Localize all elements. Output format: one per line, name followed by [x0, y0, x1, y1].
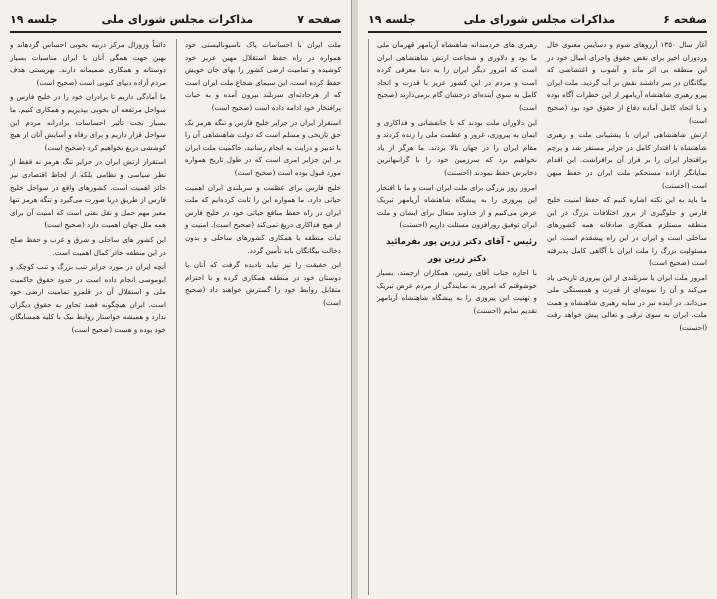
page-number: صفحه ۶	[663, 12, 707, 26]
session-number: جلسه ۱۹	[368, 12, 416, 26]
paragraph: استقرار ارتش ایران در جزایر تنگ هرمز نه فقط از نظر سیاسی و نظامی بلکه از لحاظ اقتصادی نیز حائز اهمیت است. کشورهای واقع در سواحل خلیج فارس از طریق دریا صورت می‌گیرد و تنگه هرمز تنها معبر مهم حمل و نقل نفتی است که امنیت آن برای همه ملل جهان اهمیت دارد (صحیح است)	[10, 157, 166, 230]
session-number: جلسه ۱۹	[10, 12, 58, 26]
paragraph: آغاز سال ۱۳۵۰ آرزوهای شوم و دسایس معنوی خال وردوران اخیر برای نقض حقوق واجرای امیال خود در این منطقه بی اثر ماند و آشوب و اغتشاشی که بیگانگان در سر داشتند نقش بر آب گردید. ملت ایران پیرو رهبری شاهنشاه آریامهر از این خطرات آگاه بوده و با اتحاد کامل آماده دفاع از حقوق خود بود (صحیح است)	[547, 40, 707, 125]
paragraph: ما باید به این نکته اشاره کنیم که حفظ امنیت خلیج فارس و جلوگیری از بروز اختلافات بزرگ در این منطقه مستلزم همکاری صادقانه همه کشورهای ساحلی است و ایران در این راه پیشقدم است. این مسئولیت بزرگ را ملت ایران با آگاهی کامل پذیرفته است (صحیح است)	[547, 195, 707, 268]
paragraph: امروز ملت ایران با سربلندی از این پیروزی تاریخی یاد می‌کند و آن را نمونه‌ای از قدرت و همبستگی ملی می‌داند. در آینده نیز در سایه رهبری شاهنشاه و همت ملت، ایران به سوی ترقی و تعالی پیش خواهد رفت (احسنت)	[547, 272, 707, 333]
paragraph: ملت ایران با احساسات پاک ناسیونالیستی خود همواره در راه حفظ استقلال مهین عزیز خود کوشیده و تمامیت ارضی کشور را بهای جان خویش حفظ کرده است. این سیمای شجاع ملت ایران است که از هرحادثه‌ای سربلند بیرون آمده و به حیات پرافتخار خود ادامه داده است (صحیح است)	[185, 40, 341, 112]
speaker-line: رئیس - آقای دکتر زرین پور بفرمائید	[385, 236, 537, 247]
page-header	[368, 10, 707, 33]
speaker-name: دکتر زرین پور	[427, 253, 487, 264]
page-6	[358, 0, 717, 599]
paragraph: امروز روز بزرگی برای ملت ایران است و ما با افتخار این پیروزی را به پیشگاه شاهنشاه آریامهر تبریک عرض می‌کنیم و از خداوند متعال برای ایشان و ملت ایران توفیق روزافزون مسئلت داریم (احسنت)	[377, 182, 537, 230]
page-title: مذاکرات مجلس شورای ملی	[101, 12, 254, 26]
paragraph: رهبری های خردمندانه شاهنشاه آریامهر قهرمان ملی ما بود و دلاوری و شجاعت ارتش شاهنشاهی ایران است که امروز دیگر ایران را به دنیا معرفی کرده است و مردم در این کشور عزیز با قدرت و اتحاد کامل به سوی آینده‌ای درخشان گام برمی‌دارند (صحیح است)	[377, 40, 537, 112]
paragraph: با اجازه جناب آقای رئیس، همکاران ارجمند، بسیار خوشوقتم که امروز به نمایندگی از مردم عرض تبریک و تهنیت این پیروزی را به پیشگاه شاهنشاه آریامهر تقدیم نمایم (احسنت)	[377, 268, 537, 315]
text-columns	[368, 39, 707, 595]
column-inner	[176, 39, 341, 595]
page-number: صفحه ۷	[297, 12, 341, 26]
column-inner	[368, 39, 537, 595]
text-columns	[10, 39, 341, 595]
page-title: مذاکرات مجلس شورای ملی	[463, 12, 616, 26]
paragraph: استقرار ایران در جزایر خلیج فارس و تنگه هرمز یک حق تاریخی و مسلم است که دولت شاهنشاهی آن را با تدبیر و درایت به انجام رسانید. حاکمیت ملت ایران بر این جزایر امری است که در طول تاریخ همواره مورد قبول بوده است (صحیح است)	[185, 117, 341, 177]
paragraph: این حقیقت را نیز نباید نادیده گرفت که آنان با دوستان خود در منطقه همکاری کرده و با احترام متقابل روابط خود را گسترش خواهند داد (صحیح است)	[185, 260, 341, 307]
column-outer	[10, 39, 166, 595]
column-outer	[547, 39, 707, 595]
paragraph: دائماً وزوزال مرکز دربیه بخوبی احساس گردهاند و بهین جهت همگی آنان با ایران مناسبات بسیار دوستانه و همکاری صمیمانه دارند. بهزیستی هدف مردم آزاده دنیای کنونی است (صحیح است)	[10, 40, 166, 87]
paragraph: ما آمادگی داریم تا برادران خود را در خلیج فارس و سواحل مرتفعه آن بخوبی بپذیریم و همکاری کنیم. ما بسیار تحت تأثیر احساسات برادرانه مردم این سواحل قرار داریم و برای رفاه و آسایش آنان از هیچ کوششی دریغ نخواهیم کرد (صحیح است)	[10, 92, 166, 152]
paragraph: خلیج فارس برای عظمت و سربلندی ایران اهمیت حیاتی دارد. ما همواره این را ثابت کرده‌ایم که ملت ایران در راه حفظ منافع حیاتی خود در خلیج فارس از هیچ فداکاری دریغ نمی‌کند (صحیح است). امنیت و ثبات منطقه با همکاری کشورهای ساحلی و بدون دخالت بیگانگان باید تأمین گردد.	[185, 182, 341, 255]
paragraph: ارتش شاهنشاهی ایران با پشتیبانی ملت و رهبری شاهنشاه با اقتدار کامل در جزایر مستقر شد و پرچم پرافتخار ایران را بر فراز آن برافراشت. این اقدام نمایانگر اراده مستحکم ملت ایران در حفظ میهن است (احسنت)	[547, 130, 707, 190]
page-header	[10, 10, 341, 33]
page-7	[0, 0, 352, 599]
paragraph: آنچه ایران در مورد جزایر تنب بزرگ و تنب کوچک و ابوموسی انجام داده است در حدود حقوق حاکمیت ملی و استقلال آن در قلمرو تمامیت ارضی خود است. ایران هیچگونه قصد تجاوز به حقوق دیگران ندارد و همیشه خواستار روابط نیک با کلیه همسایگان خود بوده و هست (صحیح است)	[10, 262, 166, 335]
paragraph: این کشور های ساحلی و شرق و غرب و حفظ صلح در این منطقه حائز کمال اهمیت است.	[10, 234, 166, 257]
paragraph: این دلاوران ملت بودند که با جانفشانی و فداکاری و ایمان به پیروزی، غرور و عظمت ملی را زنده کردند و مقام ایران را در جهان بالا بردند. ما هرگز از یاد نخواهیم برد که سرزمین خود را با گرانبهاترین ذخایرش حفظ نمودند (احسنت)	[377, 117, 537, 177]
